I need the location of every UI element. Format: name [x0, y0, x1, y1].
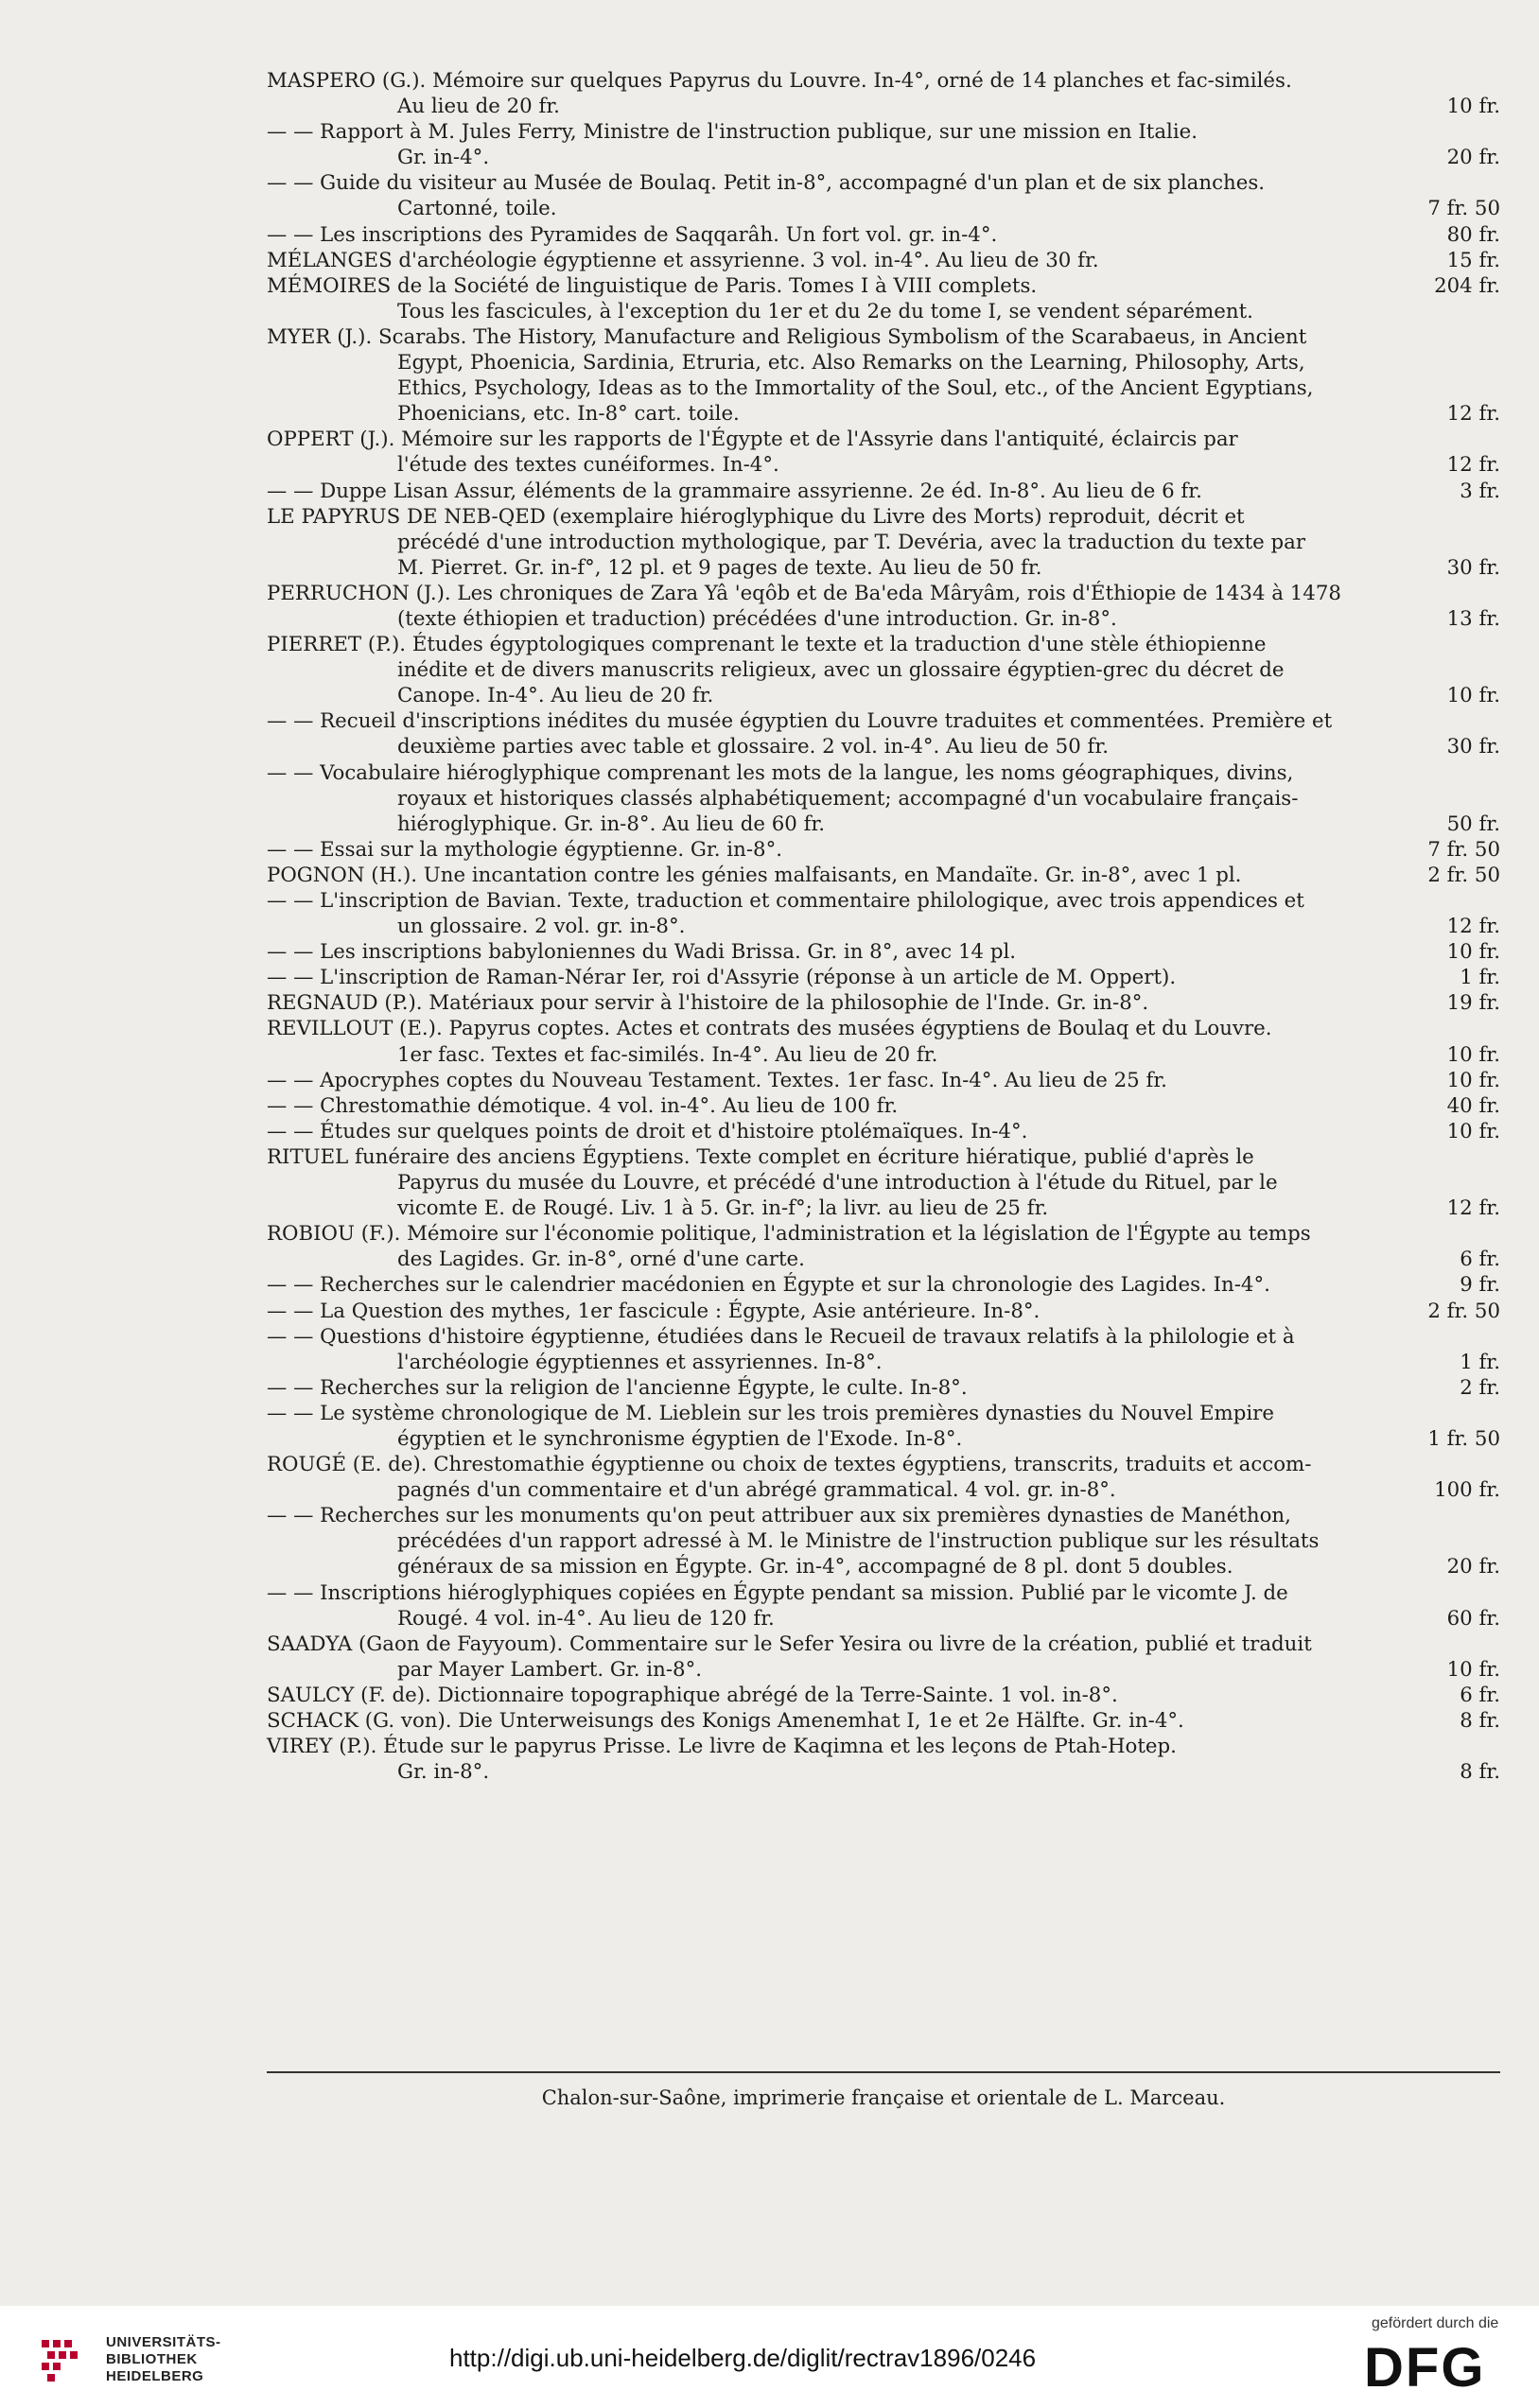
- entry-last-line: [397, 1606, 1500, 1632]
- entry-text: MASPERO (G.). Mémoire sur quelques Papyrus du Louvre. In-4°, orné de 14 planches et fac-similés.: [267, 69, 1292, 93]
- entry-last-line: [397, 1042, 1500, 1068]
- entry-last-line: [397, 94, 1500, 119]
- entry-text: — — Études sur quelques points de droit et d'histoire ptolémaïques. In-4°.: [267, 1119, 1028, 1143]
- entry-text: Canope. In-4°. Au lieu de 20 fr.: [397, 684, 714, 708]
- entry-text: 1er fasc. Textes et fac-similés. In-4°. Au lieu de 20 fr.: [397, 1042, 938, 1067]
- entry-price: 12 fr.: [1446, 402, 1500, 427]
- entry-last-line: [267, 248, 1500, 273]
- entry-last-line: [397, 145, 1500, 170]
- entry-price: 3 fr.: [1460, 479, 1500, 503]
- entry-last-line: [397, 555, 1500, 581]
- entry-text: — — Recherches sur les monuments qu'on peut attribuer aux six premières dynasties de Manéthon,: [267, 1504, 1291, 1528]
- entry-text: — — L'inscription de Raman-Nérar Ier, roi d'Assyrie (réponse à un article de M. Oppert).: [267, 966, 1177, 990]
- catalog-entry: [267, 1632, 1500, 1683]
- entry-price: 20 fr.: [1446, 146, 1500, 170]
- entry-text: RITUEL funéraire des anciens Égyptiens. Texte complet en écriture hiératique, publié d'après le: [267, 1144, 1254, 1169]
- entry-price: 13 fr.: [1446, 606, 1500, 631]
- entry-last-line: [397, 1350, 1500, 1375]
- entry-text: — — Inscriptions hiéroglyphiques copiées en Égypte pendant sa mission. Publié par le vicomte J. de: [267, 1580, 1288, 1605]
- entry-text: SCHACK (G. von). Die Unterweisungs des Konigs Amenemhat I, 1e et 2e Hälfte. Gr. in-4°.: [267, 1709, 1184, 1733]
- entry-price: 30 fr.: [1446, 735, 1500, 759]
- entry-text: — — Duppe Lisan Assur, éléments de la grammaire assyrienne. 2e éd. In-8°. Au lieu de 6 fr.: [267, 479, 1202, 503]
- entry-last-line: [267, 990, 1500, 1016]
- catalog-entry: [267, 1144, 1500, 1221]
- catalog-entry: [267, 581, 1500, 632]
- catalog-entry: [267, 479, 1500, 504]
- catalog-list: [267, 68, 1500, 1785]
- entry-last-line: [397, 914, 1500, 939]
- entry-last-line: [267, 939, 1500, 965]
- entry-price: 7 fr. 50: [1427, 197, 1500, 221]
- catalog-entry: [267, 1068, 1500, 1093]
- catalog-entry: [267, 170, 1500, 221]
- entry-text: — — La Question des mythes, 1er fascicule : Égypte, Asie antérieure. In-8°.: [267, 1299, 1041, 1323]
- catalog-entry: [267, 427, 1500, 478]
- funding-caption: gefördert durch die: [1372, 2315, 1499, 2331]
- entry-last-line: [267, 1375, 1500, 1401]
- entry-price: 50 fr.: [1446, 811, 1500, 836]
- catalog-entry: [267, 222, 1500, 248]
- entry-text: royaux et historiques classés alphabétiquement; accompagné d'un vocabulaire français-: [397, 786, 1299, 811]
- catalog-entry: [267, 760, 1500, 837]
- entry-last-line: [397, 1195, 1500, 1221]
- catalog-entry: [267, 504, 1500, 581]
- entry-price: 12 fr.: [1446, 1196, 1500, 1221]
- catalog-entry: [267, 248, 1500, 273]
- entry-price: 10 fr.: [1446, 1119, 1500, 1143]
- catalog-entry: [267, 1452, 1500, 1503]
- entry-text: PIERRET (P.). Études égyptologiques comprenant le texte et la traduction d'une stèle éthiopienne: [267, 633, 1267, 657]
- entry-last-line: [267, 965, 1500, 990]
- entry-text: PERRUCHON (J.). Les chroniques de Zara Yâ 'eqôb et de Ba'eda Mâryâm, rois d'Éthiopie de 1434 à 1478: [267, 581, 1341, 605]
- entry-text: REGNAUD (P.). Matériaux pour servir à l'histoire de la philosophie de l'Inde. Gr. in-8°.: [267, 991, 1149, 1016]
- entry-last-line: [267, 863, 1500, 888]
- catalog-entry: [267, 68, 1500, 119]
- entry-last-line: [267, 1683, 1500, 1708]
- entry-text: hiéroglyphique. Gr. in-8°. Au lieu de 60 fr.: [397, 811, 826, 836]
- entry-price: 10 fr.: [1446, 95, 1500, 119]
- catalog-entry: [267, 1272, 1500, 1298]
- catalog-entry: [267, 708, 1500, 759]
- entry-text: ROBIOU (F.). Mémoire sur l'économie politique, l'administration et la législation de l'Égypte au temps: [267, 1222, 1311, 1247]
- catalog-entry: [267, 1093, 1500, 1119]
- entry-text: Egypt, Phoenicia, Sardinia, Etruria, etc. Also Remarks on the Learning, Philosophy, Arts,: [397, 351, 1305, 375]
- entry-last-line: [267, 1708, 1500, 1734]
- entry-price: 30 fr.: [1446, 555, 1500, 580]
- entry-price: 10 fr.: [1446, 1068, 1500, 1092]
- bottom-rule: [267, 2071, 1500, 2073]
- entry-price: 15 fr.: [1446, 248, 1500, 272]
- entry-price: 2 fr.: [1460, 1375, 1500, 1400]
- entry-price: 8 fr.: [1460, 1709, 1500, 1733]
- entry-text: — — Vocabulaire hiéroglyphique comprenant les mots de la langue, les noms géographiques, divins,: [267, 760, 1294, 785]
- entry-text: Rougé. 4 vol. in-4°. Au lieu de 120 fr.: [397, 1606, 775, 1631]
- entry-text: (texte éthiopien et traduction) précédées d'une introduction. Gr. in-8°.: [397, 606, 1117, 631]
- entry-text: Gr. in-4°.: [397, 146, 490, 170]
- catalog-entry: [267, 1016, 1500, 1067]
- entry-text: pagnés d'un commentaire et d'un abrégé grammatical. 4 vol. gr. in-8°.: [397, 1478, 1116, 1503]
- entry-text: Cartonné, toile.: [397, 197, 557, 221]
- catalog-entry: [267, 1580, 1500, 1632]
- entry-text: MÉLANGES d'archéologie égyptienne et assyrienne. 3 vol. in-4°. Au lieu de 30 fr.: [267, 248, 1099, 272]
- entry-last-line: [397, 401, 1500, 427]
- entry-last-line: [397, 606, 1500, 632]
- entry-last-line: [267, 1299, 1500, 1324]
- entry-last-line: [267, 1272, 1500, 1298]
- entry-text: — — Questions d'histoire égyptienne, étudiées dans le Recueil de travaux relatifs à la philologie et à: [267, 1324, 1295, 1349]
- catalog-entry: [267, 1221, 1500, 1272]
- catalog-entry: [267, 965, 1500, 990]
- entry-price: 80 fr.: [1446, 222, 1500, 247]
- entry-text: égyptien et le synchronisme égyptien de l'Exode. In-8°.: [397, 1426, 963, 1451]
- entry-text: — — Recueil d'inscriptions inédites du musée égyptien du Louvre traduites et commentées. Première et: [267, 709, 1333, 734]
- entry-text: VIREY (P.). Étude sur le papyrus Prisse. Le livre de Kaqimna et les leçons de Ptah-Hotep.: [267, 1735, 1177, 1759]
- entry-last-line: [397, 1477, 1500, 1503]
- entry-text: MÉMOIRES de la Société de linguistique de Paris. Tomes I à VIII complets.: [267, 273, 1038, 298]
- entry-last-line: [267, 1068, 1500, 1093]
- entry-text: Gr. in-8°.: [397, 1760, 490, 1785]
- entry-last-line: [267, 1119, 1500, 1144]
- entry-text: — — Guide du visiteur au Musée de Boulaq. Petit in-8°, accompagné d'un plan et de six planches.: [267, 171, 1266, 196]
- entry-text: — — Les inscriptions des Pyramides de Saqqarâh. Un fort vol. gr. in-4°.: [267, 222, 998, 247]
- university-library-logo-icon: [38, 2336, 95, 2383]
- entry-text: M. Pierret. Gr. in-f°, 12 pl. et 9 pages de texte. Au lieu de 50 fr.: [397, 555, 1042, 580]
- entry-last-line: [397, 452, 1500, 478]
- entry-text: — — L'inscription de Bavian. Texte, traduction et commentaire philologique, avec trois appendices et: [267, 889, 1304, 913]
- entry-last-line: [397, 1426, 1500, 1452]
- entry-last-line: [397, 1759, 1500, 1785]
- entry-price: 2 fr. 50: [1427, 863, 1500, 887]
- entry-last-line: [267, 837, 1500, 863]
- entry-price: 204 fr.: [1434, 273, 1500, 298]
- entry-last-line: [267, 1093, 1500, 1119]
- entry-price: 6 fr.: [1460, 1683, 1500, 1707]
- entry-text: SAULCY (F. de). Dictionnaire topographique abrégé de la Terre-Sainte. 1 vol. in-8°.: [267, 1683, 1118, 1707]
- entry-text: Phoenicians, etc. In-8° cart. toile.: [397, 402, 740, 427]
- entry-text: deuxième parties avec table et glossaire. 2 vol. in-4°. Au lieu de 50 fr.: [397, 735, 1110, 759]
- entry-last-line: [397, 811, 1500, 837]
- entry-text: par Mayer Lambert. Gr. in-8°.: [397, 1657, 703, 1682]
- entry-price: 20 fr.: [1446, 1555, 1500, 1579]
- entry-price: 10 fr.: [1446, 684, 1500, 708]
- entry-text: ROUGÉ (E. de). Chrestomathie égyptienne ou choix de textes égyptiens, transcrits, traduits et accom-: [267, 1453, 1312, 1477]
- entry-price: 100 fr.: [1434, 1478, 1500, 1503]
- entry-last-line: [397, 196, 1500, 221]
- catalog-entry: [267, 1708, 1500, 1734]
- entry-price: 10 fr.: [1446, 1657, 1500, 1682]
- catalog-entry: [267, 888, 1500, 939]
- entry-text: l'étude des textes cunéiformes. In-4°.: [397, 453, 779, 478]
- library-line-2: BIBLIOTHEK: [106, 2351, 198, 2367]
- entry-last-line: [397, 683, 1500, 708]
- entry-text: précédées d'un rapport adressé à M. le Ministre de l'instruction publique sur les résultats: [397, 1529, 1320, 1554]
- entry-text: — — Apocryphes coptes du Nouveau Testament. Textes. 1er fasc. In-4°. Au lieu de 25 fr.: [267, 1068, 1167, 1092]
- catalog-entry: [267, 632, 1500, 708]
- entry-price: 10 fr.: [1446, 1042, 1500, 1067]
- entry-text: — — Recherches sur le calendrier macédonien en Égypte et sur la chronologie des Lagides. In-4°.: [267, 1273, 1270, 1298]
- entry-last-line: [397, 734, 1500, 759]
- catalog-entry: [267, 119, 1500, 170]
- catalog-entry: [267, 837, 1500, 863]
- entry-price: 9 fr.: [1460, 1273, 1500, 1298]
- entry-price: 7 fr. 50: [1427, 837, 1500, 862]
- entry-price: 40 fr.: [1446, 1093, 1500, 1118]
- entry-price: 10 fr.: [1446, 940, 1500, 965]
- entry-text: — — Rapport à M. Jules Ferry, Ministre de l'instruction publique, sur une mission en Italie.: [267, 120, 1198, 145]
- entry-text: généraux de sa mission en Égypte. Gr. in-4°, accompagné de 8 pl. dont 5 doubles.: [397, 1555, 1233, 1579]
- printer-imprint: Chalon-sur-Saône, imprimerie française et orientale de L. Marceau.: [541, 2086, 1226, 2109]
- entry-text: — — Chrestomathie démotique. 4 vol. in-4°. Au lieu de 100 fr.: [267, 1093, 899, 1118]
- catalog-entry: [267, 273, 1500, 324]
- catalog-entry: [267, 1401, 1500, 1452]
- catalog-entry: [267, 1503, 1500, 1579]
- entry-last-line: [267, 479, 1500, 504]
- library-line-1: UNIVERSITÄTS-: [106, 2334, 221, 2350]
- catalog-entry: [267, 324, 1500, 427]
- entry-last-line: [397, 1657, 1500, 1683]
- catalog-entry: [267, 990, 1500, 1016]
- entry-price: 8 fr.: [1460, 1760, 1500, 1785]
- entry-price: 6 fr.: [1460, 1248, 1500, 1272]
- catalog-entry: [267, 1683, 1500, 1708]
- catalog-entry: [267, 1324, 1500, 1375]
- entry-text: — — Essai sur la mythologie égyptienne. Gr. in-8°.: [267, 837, 782, 862]
- entry-text: REVILLOUT (E.). Papyrus coptes. Actes et contrats des musées égyptiens de Boulaq et du Louvre.: [267, 1017, 1272, 1041]
- entry-price: 60 fr.: [1446, 1606, 1500, 1631]
- entry-text: inédite et de divers manuscrits religieux, avec un glossaire égyptien-grec du décret de: [397, 658, 1285, 683]
- entry-price: 1 fr. 50: [1427, 1426, 1500, 1451]
- catalog-entry: [267, 1734, 1500, 1785]
- entry-text: LE PAPYRUS DE NEB-QED (exemplaire hiéroglyphique du Livre des Morts) reproduit, décrit et: [267, 504, 1245, 529]
- dfg-logo: DFG: [1364, 2337, 1486, 2399]
- entry-price: 19 fr.: [1446, 991, 1500, 1016]
- entry-last-line: [267, 273, 1500, 299]
- permalink-url[interactable]: http://digi.ub.uni-heidelberg.de/diglit/rectrav1896/0246: [449, 2344, 1037, 2372]
- entry-text: SAADYA (Gaon de Fayyoum). Commentaire sur le Sefer Yesira ou livre de la création, publié et traduit: [267, 1632, 1312, 1656]
- entry-text: MYER (J.). Scarabs. The History, Manufacture and Religious Symbolism of the Scarabaeus, in Ancient: [267, 324, 1307, 349]
- university-library-name: [106, 2334, 221, 2385]
- library-line-3: HEIDELBERG: [106, 2368, 204, 2384]
- entry-last-line: [267, 222, 1500, 248]
- catalog-entry: [267, 1119, 1500, 1144]
- entry-text: POGNON (H.). Une incantation contre les génies malfaisants, en Mandaïte. Gr. in-8°, avec 1 pl.: [267, 863, 1242, 887]
- entry-text: des Lagides. Gr. in-8°, orné d'une carte.: [397, 1248, 805, 1272]
- entry-price: 12 fr.: [1446, 915, 1500, 939]
- entry-price: 1 fr.: [1460, 1350, 1500, 1374]
- entry-text: Au lieu de 20 fr.: [397, 95, 560, 119]
- entry-text: précédé d'une introduction mythologique, par T. Devéria, avec la traduction du texte par: [397, 530, 1306, 554]
- entry-price: 2 fr. 50: [1427, 1299, 1500, 1323]
- catalog-entry: [267, 863, 1500, 888]
- entry-text: un glossaire. 2 vol. gr. in-8°.: [397, 915, 686, 939]
- entry-last-line: [397, 1247, 1500, 1272]
- catalog-entry: [267, 1375, 1500, 1401]
- entry-price: 1 fr.: [1460, 966, 1500, 990]
- entry-last-line: [397, 1554, 1500, 1579]
- entry-text: — — Les inscriptions babyloniennes du Wadi Brissa. Gr. in 8°, avec 14 pl.: [267, 940, 1017, 965]
- entry-text: vicomte E. de Rougé. Liv. 1 à 5. Gr. in-f°; la livr. au lieu de 25 fr.: [397, 1196, 1049, 1221]
- entry-text: Papyrus du musée du Louvre, et précédé d'une introduction à l'étude du Rituel, par le: [397, 1171, 1278, 1195]
- catalog-entry: [267, 939, 1500, 965]
- entry-text: Ethics, Psychology, Ideas as to the Immortality of the Soul, etc., of the Ancient Egyptians,: [397, 376, 1314, 401]
- entry-text: OPPERT (J.). Mémoire sur les rapports de l'Égypte et de l'Assyrie dans l'antiquité, éclaircis par: [267, 428, 1238, 452]
- entry-text: l'archéologie égyptiennes et assyriennes. In-8°.: [397, 1350, 883, 1374]
- entry-text: — — Le système chronologique de M. Lieblein sur les trois premières dynasties du Nouvel Empire: [267, 1401, 1274, 1425]
- catalog-entry: [267, 1299, 1500, 1324]
- entry-text: — — Recherches sur la religion de l'ancienne Égypte, le culte. In-8°.: [267, 1375, 968, 1400]
- entry-note: Tous les fascicules, à l'exception du 1er et du 2e du tome I, se vendent séparément.: [397, 299, 1253, 323]
- entry-price: 12 fr.: [1446, 453, 1500, 478]
